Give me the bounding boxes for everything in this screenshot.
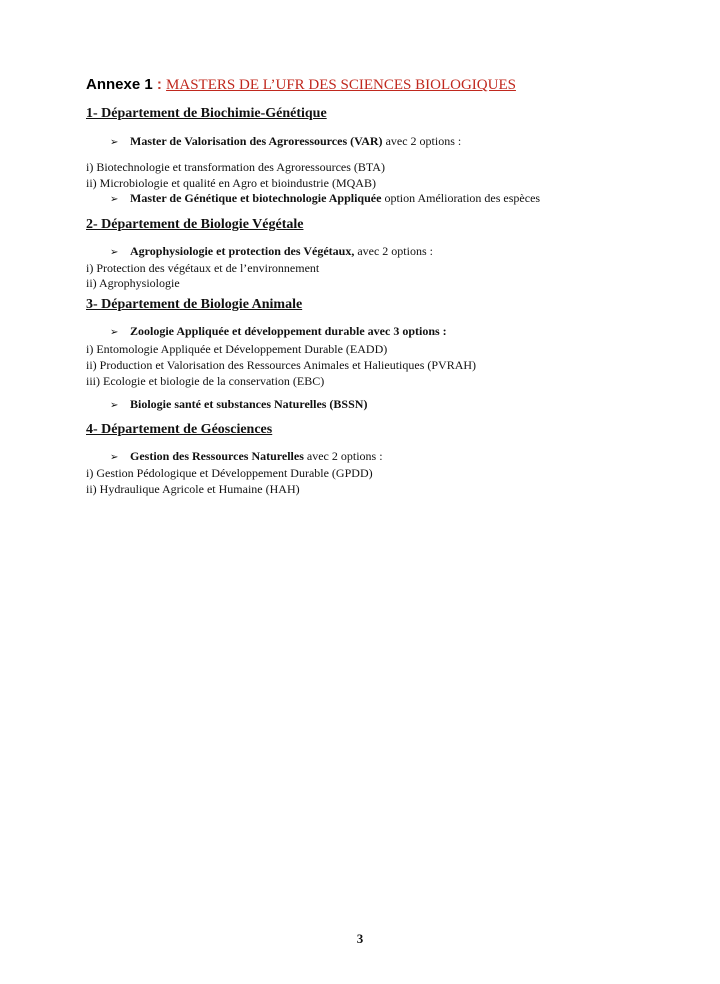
- department-heading: 4- Département de Géosciences: [86, 422, 273, 437]
- program-suffix: avec 2 options :: [354, 244, 433, 258]
- arrow-bullet-icon: ➢: [110, 194, 119, 205]
- annex-label: Annexe 1: [86, 76, 153, 93]
- program-item: [110, 449, 383, 464]
- department-heading: 3- Département de Biologie Animale: [86, 297, 303, 312]
- program-name: Biologie santé et substances Naturelles (BSSN): [130, 397, 368, 411]
- program-item: [110, 191, 540, 206]
- program-item: [110, 397, 367, 412]
- option-item: ii) Hydraulique Agricole et Humaine (HAH): [86, 482, 300, 496]
- department-heading: 1- Département de Biochimie-Génétique: [86, 106, 327, 121]
- option-item: ii) Microbiologie et qualité en Agro et bioindustrie (MQAB): [86, 176, 376, 190]
- option-item: ii) Agrophysiologie: [86, 276, 180, 290]
- program-suffix: avec 2 options :: [382, 134, 462, 148]
- option-item: ii) Production et Valorisation des Ressources Animales et Halieutiques (PVRAH): [86, 358, 477, 372]
- option-item: i) Biotechnologie et transformation des Agroressources (BTA): [86, 160, 385, 174]
- program-name: Gestion des Ressources Naturelles: [130, 449, 304, 463]
- option-item: i) Entomologie Appliquée et Développement Durable (EADD): [86, 342, 388, 356]
- option-item: iii) Ecologie et biologie de la conservation (EBC): [86, 374, 325, 388]
- arrow-bullet-icon: ➢: [110, 327, 119, 338]
- department-heading: 2- Département de Biologie Végétale: [86, 217, 304, 232]
- program-item: [110, 244, 433, 259]
- title-separator: :: [152, 76, 167, 93]
- program-item: [110, 134, 461, 149]
- program-name: Agrophysiologie et protection des Végétaux,: [130, 244, 355, 258]
- option-item: i) Protection des végétaux et de l’environnement: [86, 261, 320, 275]
- program-suffix: avec 2 options :: [303, 449, 383, 463]
- program-name: Master de Génétique et biotechnologie Appliquée: [130, 191, 382, 205]
- program-name: Master de Valorisation des Agroressources (VAR): [130, 134, 383, 148]
- program-suffix: option Amélioration des espèces: [381, 191, 541, 205]
- program-item: [110, 324, 447, 339]
- option-item: i) Gestion Pédologique et Développement Durable (GPDD): [86, 466, 373, 480]
- page-number: 3: [356, 931, 364, 946]
- arrow-bullet-icon: ➢: [110, 400, 119, 411]
- arrow-bullet-icon: ➢: [110, 452, 119, 463]
- arrow-bullet-icon: ➢: [110, 247, 119, 258]
- arrow-bullet-icon: ➢: [110, 137, 119, 148]
- page-title: [86, 76, 516, 94]
- annex-title: MASTERS DE L’UFR DES SCIENCES BIOLOGIQUES: [166, 77, 516, 93]
- program-name: Zoologie Appliquée et développement durable avec 3 options :: [130, 324, 447, 338]
